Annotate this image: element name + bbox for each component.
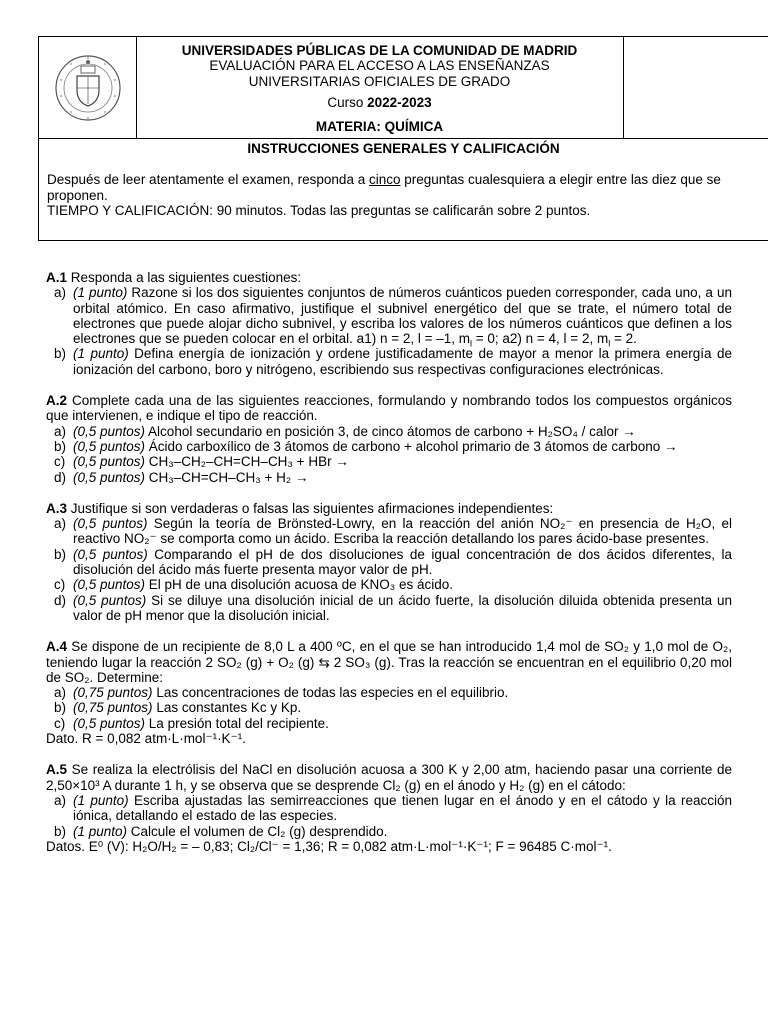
question-part (46, 454, 732, 469)
question-part (46, 685, 732, 700)
question-a2 (46, 393, 732, 485)
question-text: Se dispone de un recipiente de 8,0 L a 400 ºC, en el que se han introducido 1,4 mol de SO₂ y 1,0 mol de O₂, teniendo lugar la reacción 2 SO₂ (g) + O₂ (g) ⇆ 2 SO₃ (g). Tras la reacción se encuentran en el equilibrio 0,20 mol de SO₂. Determine: (46, 639, 732, 685)
exam-header (38, 36, 768, 139)
question-part (46, 346, 732, 377)
part-label: a) (54, 285, 67, 301)
part-label: c) (54, 715, 66, 731)
instructions-time: TIEMPO Y CALIFICACIÓN: 90 minutos. Todas las preguntas se calificarán sobre 2 puntos. (47, 202, 591, 218)
part-text (73, 547, 732, 578)
part-points: (1 punto) (73, 285, 128, 301)
instructions-underlined: cinco (368, 172, 401, 188)
part-body: Defina energía de ionización y ordene justificadamente de mayor a menor la primera energía de ionización del carbono, boro y nitrógeno, escribiendo sus respectivas configuraciones electrónicas. (73, 346, 732, 377)
part-text: (1 punto) Razone si los dos siguientes conjuntos de números cuánticos pueden corresponder, cada uno, a un orbital atómico. En caso afirmativo, justifique el subnivel energético del que se trate, el número total de electrones que puede alojar dicho subnivel, y escriba los valores de los números cuánticos que definen a los electrones que se pueden colocar en el orbital. a1) n = 2, l = –1, $m_l = 0$; a2) n = 4, l = 2, $m_l = 2$. (73, 285, 732, 349)
instructions-title: INSTRUCCIONES GENERALES Y CALIFICACIÓN (247, 141, 560, 156)
part-label: d) (54, 592, 67, 608)
course-label: Curso (327, 94, 364, 110)
part-text (73, 424, 732, 439)
part-label: a) (54, 685, 67, 701)
part-body: El pH de una disolución acuosa de KNO₃ es ácido. (145, 577, 453, 593)
part-label: c) (54, 454, 66, 470)
question-intro (46, 501, 732, 516)
question-intro (46, 270, 732, 285)
question-a1 (46, 270, 732, 377)
part-text (73, 793, 732, 824)
part-body: Escriba ajustadas las semirreacciones que tienen lugar en el ánodo y en el cátodo y la reacción iónica, detallando el estado de las especies. (73, 792, 732, 824)
part-body: Las constantes Kc y Kp. (152, 700, 302, 716)
part-points: (0,5 puntos) (73, 715, 146, 731)
question-a5 (46, 762, 732, 854)
score-box (624, 37, 768, 138)
part-points: (1 punto) (73, 346, 129, 362)
part-points: (0,5 puntos) (73, 592, 147, 608)
part-body: Según la teoría de Brönsted-Lowry, en la reacción del anión NO₂⁻ en presencia de H₂O, el reactivo NO₂⁻ se comporta como un ácido. Escriba la reacción detallando los pares ácido-base presentes. (73, 516, 732, 547)
part-text (73, 516, 732, 547)
part-body: Comparando el pH de dos disoluciones de igual concentración de dos ácidos diferentes, la disolución del ácido más fuerte presenta mayor valor de pH. (73, 546, 732, 578)
question-part (46, 593, 732, 624)
part-points: (0,5 puntos) (73, 577, 146, 593)
part-label: d) (54, 469, 67, 485)
part-body: CH₃–CH₂–CH=CH–CH₃ + HBr → (145, 454, 349, 470)
part-body: Ácido carboxílico de 3 átomos de carbono + alcohol primario de 3 átomos de carbono → (145, 438, 678, 454)
question-text: Justifique si son verdaderas o falsas las siguientes afirmaciones independientes: (67, 500, 554, 516)
question-data: Datos. E⁰ (V): H₂O/H₂ = – 0,83; Cl₂/Cl⁻ = 1,36; R = 0,082 atm·L·mol⁻¹·K⁻¹; F = 96485 C·mol⁻¹. (46, 838, 612, 854)
question-part (46, 700, 732, 715)
question-part (46, 824, 732, 839)
part-label: b) (54, 546, 67, 562)
part-text (73, 346, 732, 377)
part-label: a) (54, 423, 67, 439)
course-year-value: 2022-2023 (367, 94, 432, 110)
subject-title: MATERIA: QUÍMICA (315, 118, 444, 134)
part-points: (0,5 puntos) (73, 516, 148, 532)
part-body-tail2: = 2. (610, 331, 637, 347)
part-text (73, 593, 732, 624)
part-label: b) (54, 700, 67, 716)
part-points: (1 punto) (73, 823, 128, 839)
question-part (46, 716, 732, 731)
part-points: (0,5 puntos) (73, 423, 146, 439)
question-text: Responda a las siguientes cuestiones: (67, 270, 302, 285)
part-text (73, 439, 732, 454)
university-seal-icon (39, 37, 137, 138)
question-part (46, 793, 732, 824)
question-part (46, 424, 732, 439)
part-body-tail1: = 0; a2) n = 4, l = 2, m (472, 331, 609, 347)
part-text (73, 454, 732, 469)
part-points: (0,5 puntos) (73, 438, 146, 454)
part-label: a) (54, 792, 67, 808)
question-a3 (46, 501, 732, 623)
question-intro (46, 393, 732, 424)
part-points: (0,5 puntos) (73, 469, 146, 485)
part-label: c) (54, 577, 66, 593)
part-body: Si se diluye una disolución inicial de un ácido fuerte, la disolución diluida obtenida presenta un valor de pH menor que la disolución inicial. (73, 592, 732, 623)
part-label: b) (54, 438, 67, 454)
question-part (46, 439, 732, 454)
part-text (73, 470, 732, 485)
part-text (73, 685, 732, 700)
part-points: (0,75 puntos) (73, 685, 153, 701)
question-id: A.1 (46, 270, 68, 285)
question-a4 (46, 639, 732, 746)
instructions-box (38, 138, 768, 241)
question-id: A.3 (46, 500, 68, 516)
instructions-text-a: Después de leer atentamente el examen, responda a (47, 172, 369, 188)
question-text: Complete cada una de las siguientes reacciones, formulando y nombrando todos los compuestos orgánicos que intervienen, e indique el tipo de reacción. (46, 393, 732, 424)
part-points: (1 punto) (73, 792, 129, 808)
part-points: (0,5 puntos) (73, 546, 148, 562)
question-intro (46, 762, 732, 793)
part-text (73, 700, 732, 715)
header-titles (136, 37, 624, 138)
question-part (46, 470, 732, 485)
part-label: a) (54, 516, 67, 532)
exam-name-line1: EVALUACIÓN PARA EL ACCESO A LAS ENSEÑANZAS (209, 58, 550, 74)
question-id: A.5 (46, 762, 68, 778)
part-points: (0,75 puntos) (73, 700, 153, 716)
part-body: Las concentraciones de todas las especies en el equilibrio. (152, 685, 509, 701)
question-data: Dato. R = 0,082 atm·L·mol⁻¹·K⁻¹. (46, 731, 246, 747)
question-part (46, 577, 732, 592)
part-text (73, 577, 732, 592)
question-id: A.2 (46, 393, 68, 409)
course-year (136, 95, 623, 110)
part-body: La presión total del recipiente. (145, 715, 329, 731)
part-body: Razone si los dos siguientes conjuntos de números cuánticos pueden corresponder, cada uno, a un orbital atómico. En caso afirmativo, justifique el subnivel energético del que se trate, el número total de electrones que puede alojar dicho subnivel, y escriba los valores de los números cuánticos que definen a los electrones que se pueden colocar en el orbital. a1) n = 2, l = –1, m (73, 285, 732, 347)
part-label: b) (54, 823, 67, 839)
part-text (73, 716, 732, 731)
part-body: Calcule el volumen de Cl₂ (g) desprendido. (127, 823, 388, 839)
question-part (46, 516, 732, 547)
question-text: Se realiza la electrólisis del NaCl en disolución acuosa a 300 K y 2,00 atm, haciendo pasar una corriente de 2,50×10³ A durante 1 h, y se observa que se desprende Cl₂ (g) en el ánodo y H₂ (g) en el cátodo: (46, 762, 732, 793)
question-part (46, 285, 732, 349)
question-id: A.4 (46, 639, 68, 655)
instructions-paragraph (47, 172, 760, 203)
questions (46, 270, 732, 870)
part-label: b) (54, 346, 67, 362)
part-text (73, 824, 732, 839)
question-part (46, 547, 732, 578)
part-points: (0,5 puntos) (73, 454, 146, 470)
exam-name-line2: UNIVERSITARIAS OFICIALES DE GRADO (248, 73, 511, 89)
part-body: CH₃–CH=CH–CH₃ + H₂ → (145, 469, 309, 485)
part-body: Alcohol secundario en posición 3, de cinco átomos de carbono + H₂SO₄ / calor → (145, 423, 636, 439)
question-intro (46, 639, 732, 685)
instructions-text-b: preguntas cualesquiera a elegir entre las diez que se proponen. (47, 172, 721, 203)
university-name: UNIVERSIDADES PÚBLICAS DE LA COMUNIDAD DE MADRID (181, 43, 578, 58)
